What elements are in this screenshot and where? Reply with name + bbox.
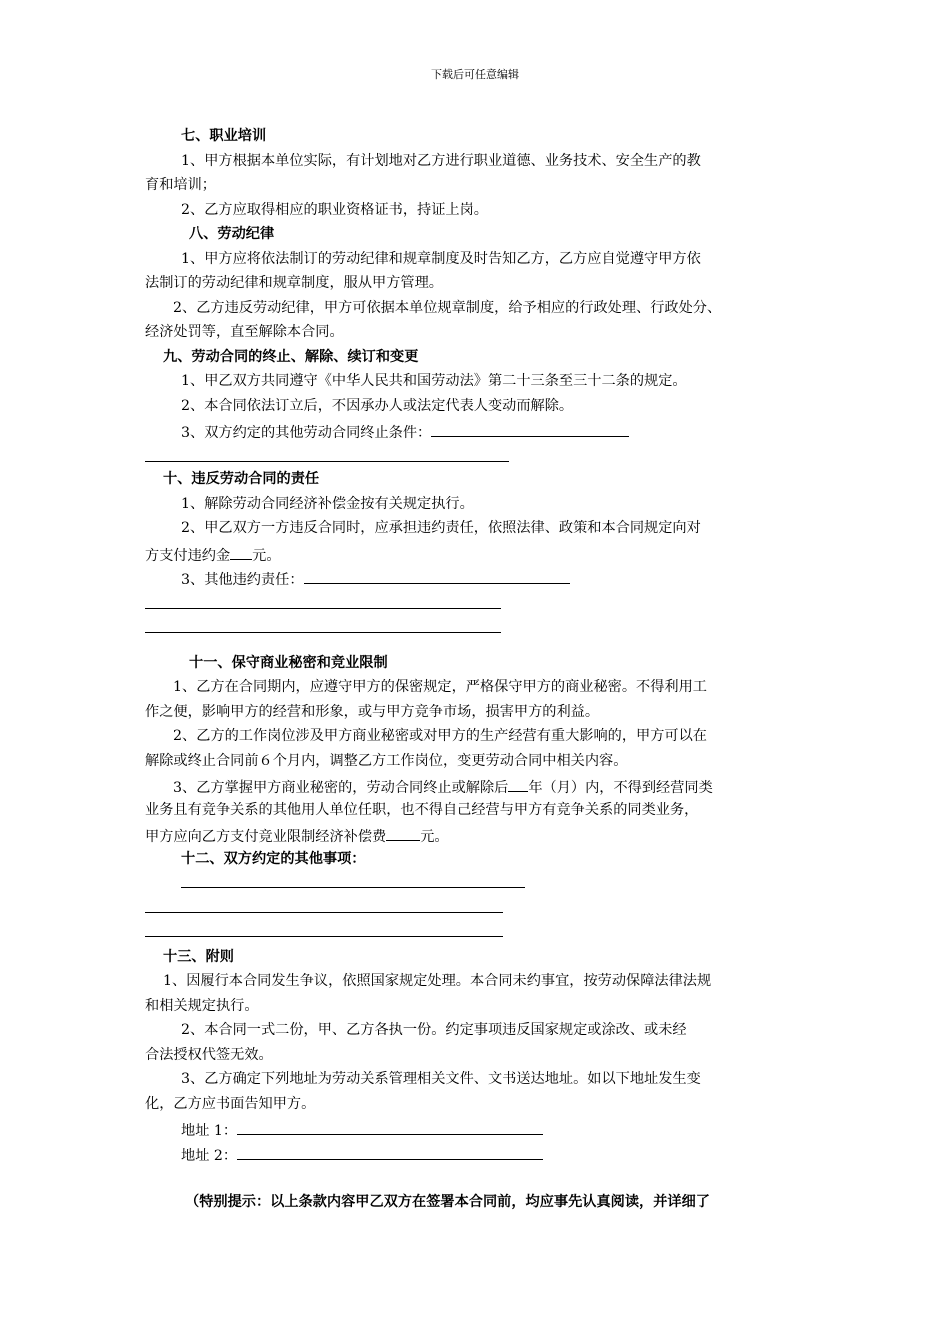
s11-p3	[145, 773, 825, 798]
s11-p2: 2、乙方的工作岗位涉及甲方商业秘密或对甲方的生产经营有重大影响的，甲方可以在	[173, 728, 707, 744]
s8-p2-cont: 经济处罚等，直至解除本合同。	[145, 324, 344, 340]
s13-p2-cont: 合法授权代签无效。	[145, 1046, 273, 1063]
address-1-blank	[237, 1116, 543, 1135]
s10-blank-rule-2	[145, 632, 501, 633]
s10-p2: 2、甲乙双方一方违反合同时，应承担违约责任，依照法律、政策和本合同规定向对	[181, 520, 701, 536]
address-2-blank	[237, 1141, 543, 1160]
s10-p3-blank	[304, 565, 570, 584]
section-8-title: 八、劳动纪律	[189, 226, 275, 242]
s13-p1-cont: 和相关规定执行。	[145, 997, 259, 1014]
s7-p1: 1、甲方根据本单位实际，有计划地对乙方进行职业道德、业务技术、安全生产的教	[181, 152, 701, 169]
s10-p2-cont	[145, 541, 825, 566]
s12-blank-rule-1	[181, 887, 525, 888]
s9-p2: 2、本合同依法订立后，不因承办人或法定代表人变动而解除。	[181, 397, 574, 414]
s8-p1: 1、甲方应将依法制订的劳动纪律和规章制度及时告知乙方，乙方应自觉遵守甲方依	[181, 250, 701, 267]
years-blank	[508, 773, 528, 792]
s13-p1: 1、因履行本合同发生争议，依照国家规定处理。本合同未约事宜，按劳动保障法律法规	[163, 973, 712, 989]
s12-blank-rule-3	[145, 936, 503, 937]
address-2-label: 地址 2：	[181, 1147, 238, 1164]
s12-blank-rule-2	[145, 912, 503, 913]
s11-p3c-unit: 元。	[420, 829, 449, 845]
s10-p2-unit: 元。	[252, 547, 281, 564]
page-header-note: 下载后可任意编辑	[431, 68, 519, 81]
s8-p1-cont: 法制订的劳动纪律和规章制度，服从甲方管理。	[145, 275, 443, 291]
section-7-title: 七、职业培训	[181, 128, 267, 144]
s11-p1-cont: 作之便，影响甲方的经营和形象，或与甲方竞争市场，损害甲方的利益。	[145, 703, 600, 720]
s11-p3-cont: 业务且有竞争关系的其他用人单位任职，也不得自己经营与甲方有竞争关系的同类业务，	[145, 801, 699, 818]
s9-blank-rule	[145, 461, 509, 462]
address-2-row	[145, 1141, 825, 1166]
s12-blank-line-1	[145, 871, 825, 896]
section-13-title: 十三、附则	[163, 948, 234, 965]
s11-p3-text: 3、乙方掌握甲方商业秘密的，劳动合同终止或解除后	[173, 780, 509, 796]
compensation-amount-blank	[386, 822, 420, 841]
s10-p3-text: 3、其他违约责任：	[181, 572, 304, 588]
s10-p2-text: 方支付违约金	[145, 547, 231, 564]
s13-p2: 2、本合同一式二份，甲、乙方各执一份。约定事项违反国家规定或涂改、或未经	[181, 1022, 687, 1038]
s12-blank-line-3	[145, 920, 825, 945]
s13-p3: 3、乙方确定下列地址为劳动关系管理相关文件、文书送达地址。如以下地址发生变	[181, 1071, 701, 1087]
s7-p1-cont: 育和培训；	[145, 177, 216, 193]
special-notice: （特别提示：以上条款内容甲乙双方在签署本合同前，均应事先认真阅读，并详细了	[185, 1193, 710, 1210]
section-11-title: 十一、保守商业秘密和竞业限制	[189, 654, 388, 671]
section-9-title: 九、劳动合同的终止、解除、续订和变更	[163, 348, 419, 365]
s11-p3c-text: 甲方应向乙方支付竞业限制经济补偿费	[145, 829, 387, 845]
s13-p3-cont: 化，乙方应书面告知甲方。	[145, 1095, 316, 1112]
s10-p3	[145, 565, 825, 590]
s10-blank-rule-1	[145, 608, 501, 609]
s8-p2: 2、乙方违反劳动纪律，甲方可依据本单位规章制度，给予相应的行政处理、行政处分、	[173, 299, 722, 316]
s9-p3	[145, 418, 825, 443]
section-10-title: 十、违反劳动合同的责任	[163, 471, 320, 487]
s11-p3-cont2	[145, 822, 825, 847]
s10-blank-line-2	[145, 614, 825, 639]
s9-blank-line	[145, 443, 825, 468]
s9-p3-blank	[431, 418, 629, 437]
s7-p2: 2、乙方应取得相应的职业资格证书，持证上岗。	[181, 201, 488, 218]
s10-p1: 1、解除劳动合同经济补偿金按有关规定执行。	[181, 495, 474, 512]
address-1-row	[145, 1116, 825, 1141]
penalty-amount-blank	[230, 541, 252, 560]
s9-p3-text: 3、双方约定的其他劳动合同终止条件：	[181, 425, 432, 441]
s11-p3-text-end: 年（月）内，不得到经营同类	[528, 780, 713, 796]
s11-p1: 1、乙方在合同期内，应遵守甲方的保密规定，严格保守甲方的商业秘密。不得利用工	[173, 679, 707, 695]
s9-p1: 1、甲乙双方共同遵守《中华人民共和国劳动法》第二十三条至三十二条的规定。	[181, 373, 687, 389]
section-12-title: 十二、双方约定的其他事项：	[181, 850, 366, 867]
s11-p2-cont: 解除或终止合同前６个月内，调整乙方工作岗位，变更劳动合同中相关内容。	[145, 752, 628, 769]
contract-body	[145, 124, 825, 1214]
address-1-label: 地址 1：	[181, 1123, 238, 1139]
s10-blank-line-1	[145, 590, 825, 615]
s12-blank-line-2	[145, 896, 825, 921]
